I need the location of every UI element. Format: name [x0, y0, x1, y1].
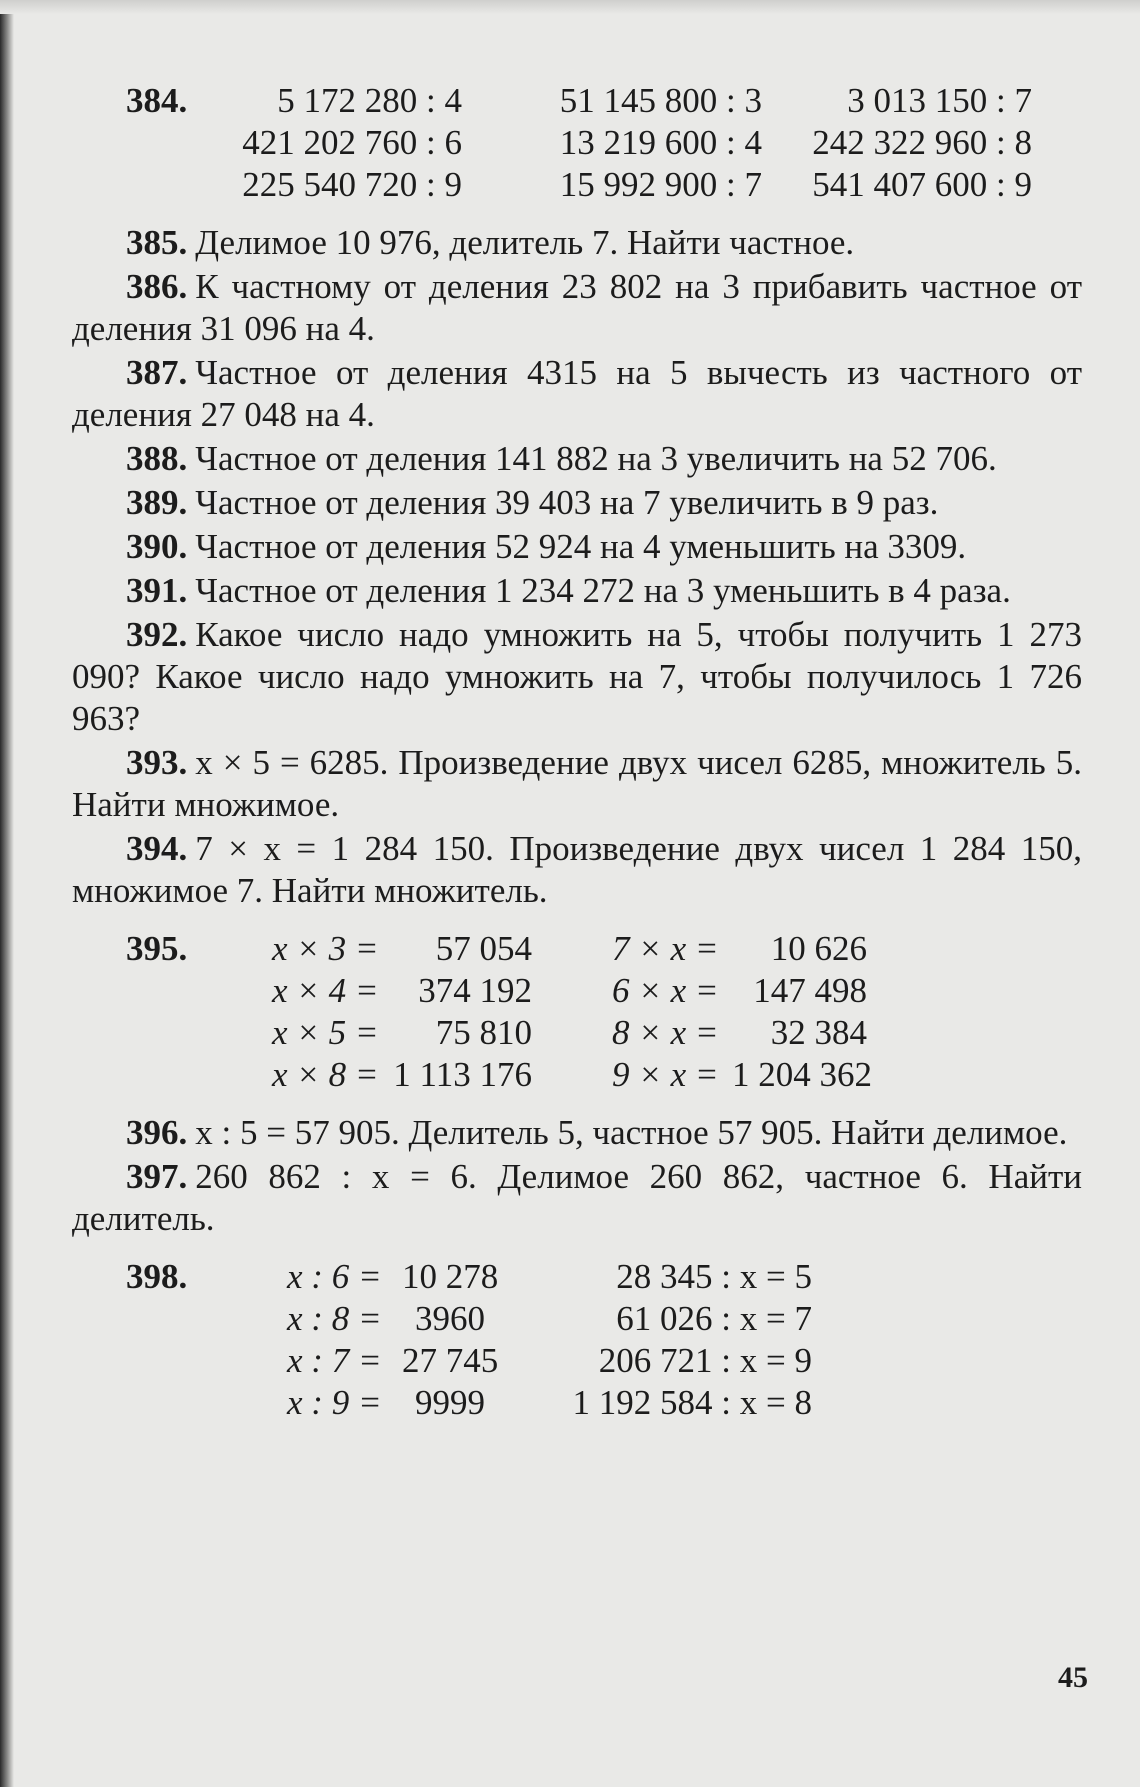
expression: 541 407 600 : 9: [812, 165, 1032, 204]
problem-number: 392.: [126, 615, 188, 654]
expression: 421 202 760 : 6: [242, 123, 462, 162]
equation: 28 345 : x = 5: [616, 1257, 812, 1296]
equation-left: x : 7 =: [287, 1341, 382, 1380]
equation-right: 10 626: [770, 929, 867, 968]
problem-text: Какое число надо умножить на 5, чтобы получить 1 273 090? Какое число надо умножить на 7, чтобы получилось 1 726 963?: [72, 615, 1082, 738]
problem: [72, 570, 1082, 612]
table-row: [72, 122, 1082, 164]
problem-398: [72, 1256, 1082, 1424]
problem-text: Частное от деления 52 924 на 4 уменьшить на 3309.: [195, 527, 967, 566]
page-content: [72, 80, 1082, 1440]
equation-left: x × 3 =: [272, 929, 379, 968]
problem-number: 385.: [126, 223, 188, 262]
problem-number: 393.: [126, 743, 188, 782]
table-row: [72, 1298, 1082, 1340]
page-number: 45: [1058, 1661, 1088, 1694]
table-row: [72, 928, 1082, 970]
equation-left: x × 8 =: [272, 1055, 379, 1094]
problem-text: x : 5 = 57 905. Делитель 5, частное 57 905. Найти делимое.: [195, 1113, 1068, 1152]
expression: 225 540 720 : 9: [242, 165, 462, 204]
equation-right: 374 192: [418, 971, 532, 1010]
problem-text: 7 × x = 1 284 150. Произведение двух чисел 1 284 150, множимое 7. Найти множитель.: [72, 829, 1082, 910]
equation: 1 192 584 : x = 8: [572, 1383, 812, 1422]
problems-385-394: [72, 222, 1082, 912]
problem: [72, 828, 1082, 912]
problem: [72, 438, 1082, 480]
problem-number: 396.: [126, 1113, 188, 1152]
equation-right: 9999: [415, 1383, 485, 1422]
problem: [72, 222, 1082, 264]
problem-text: Частное от деления 141 882 на 3 увеличить на 52 706.: [195, 439, 997, 478]
equation-left: 8 × x =: [612, 1013, 719, 1052]
equation-right: 1 204 362: [732, 1055, 872, 1094]
problem-text: 260 862 : x = 6. Делимое 260 862, частное 6. Найти делитель.: [72, 1157, 1082, 1238]
problem: [72, 614, 1082, 740]
table-row: [72, 80, 1082, 122]
equation: 206 721 : x = 9: [598, 1341, 812, 1380]
problem-395: [72, 928, 1082, 1096]
problem: [72, 1156, 1082, 1240]
problem-number: 395.: [126, 929, 188, 968]
problem-number: 389.: [126, 483, 188, 522]
equation-right: 1 113 176: [393, 1055, 532, 1094]
problem: [72, 266, 1082, 350]
equation-right: 3960: [415, 1299, 485, 1338]
problem-text: Частное от деления 1 234 272 на 3 уменьшить в 4 раза.: [195, 571, 1011, 610]
table-row: [72, 1382, 1082, 1424]
equation-right: 10 278: [402, 1257, 499, 1296]
equation-left: x × 4 =: [272, 971, 379, 1010]
problem-text: Частное от деления 4315 на 5 вычесть из частного от деления 27 048 на 4.: [72, 353, 1082, 434]
expression: 3 013 150 : 7: [847, 81, 1032, 120]
equation-right: 57 054: [435, 929, 532, 968]
problem-number: 390.: [126, 527, 188, 566]
equation-left: x : 6 =: [287, 1257, 382, 1296]
equation-right: 32 384: [770, 1013, 867, 1052]
equation-left: x : 9 =: [287, 1383, 382, 1422]
expression: 242 322 960 : 8: [812, 123, 1032, 162]
equation-left: x × 5 =: [272, 1013, 379, 1052]
table-row: [72, 164, 1082, 206]
problem: [72, 352, 1082, 436]
table-row: [72, 1340, 1082, 1382]
problem-number: 386.: [126, 267, 188, 306]
problem-number: 397.: [126, 1157, 188, 1196]
equation: 61 026 : x = 7: [616, 1299, 812, 1338]
expression: 51 145 800 : 3: [559, 81, 762, 120]
problem-number: 394.: [126, 829, 188, 868]
expression: 13 219 600 : 4: [559, 123, 762, 162]
equation-right: 75 810: [435, 1013, 532, 1052]
table-row: [72, 1256, 1082, 1298]
problem-text: Делимое 10 976, делитель 7. Найти частное.: [195, 223, 855, 262]
table-row: [72, 970, 1082, 1012]
equation-left: x : 8 =: [287, 1299, 382, 1338]
equation-right: 147 498: [753, 971, 867, 1010]
problem: [72, 482, 1082, 524]
problem: [72, 1112, 1082, 1154]
expression: 15 992 900 : 7: [559, 165, 762, 204]
equation-left: 6 × x =: [612, 971, 719, 1010]
problems-396-397: [72, 1112, 1082, 1240]
problem: [72, 742, 1082, 826]
equation-right: 27 745: [402, 1341, 499, 1380]
table-row: [72, 1054, 1082, 1096]
problem: [72, 526, 1082, 568]
problem-number: 398.: [126, 1257, 188, 1296]
problem-number: 391.: [126, 571, 188, 610]
problem-number: 384.: [126, 81, 188, 120]
problem-384: [72, 80, 1082, 206]
problem-text: x × 5 = 6285. Произведение двух чисел 6285, множитель 5. Найти множимое.: [72, 743, 1082, 824]
problem-number: 388.: [126, 439, 188, 478]
problem-text: Частное от деления 39 403 на 7 увеличить в 9 раз.: [195, 483, 939, 522]
equation-left: 9 × x =: [612, 1055, 719, 1094]
table-row: [72, 1012, 1082, 1054]
equation-left: 7 × x =: [612, 929, 719, 968]
problem-text: К частному от деления 23 802 на 3 прибавить частное от деления 31 096 на 4.: [72, 267, 1082, 348]
expression: 5 172 280 : 4: [277, 81, 462, 120]
problem-number: 387.: [126, 353, 188, 392]
